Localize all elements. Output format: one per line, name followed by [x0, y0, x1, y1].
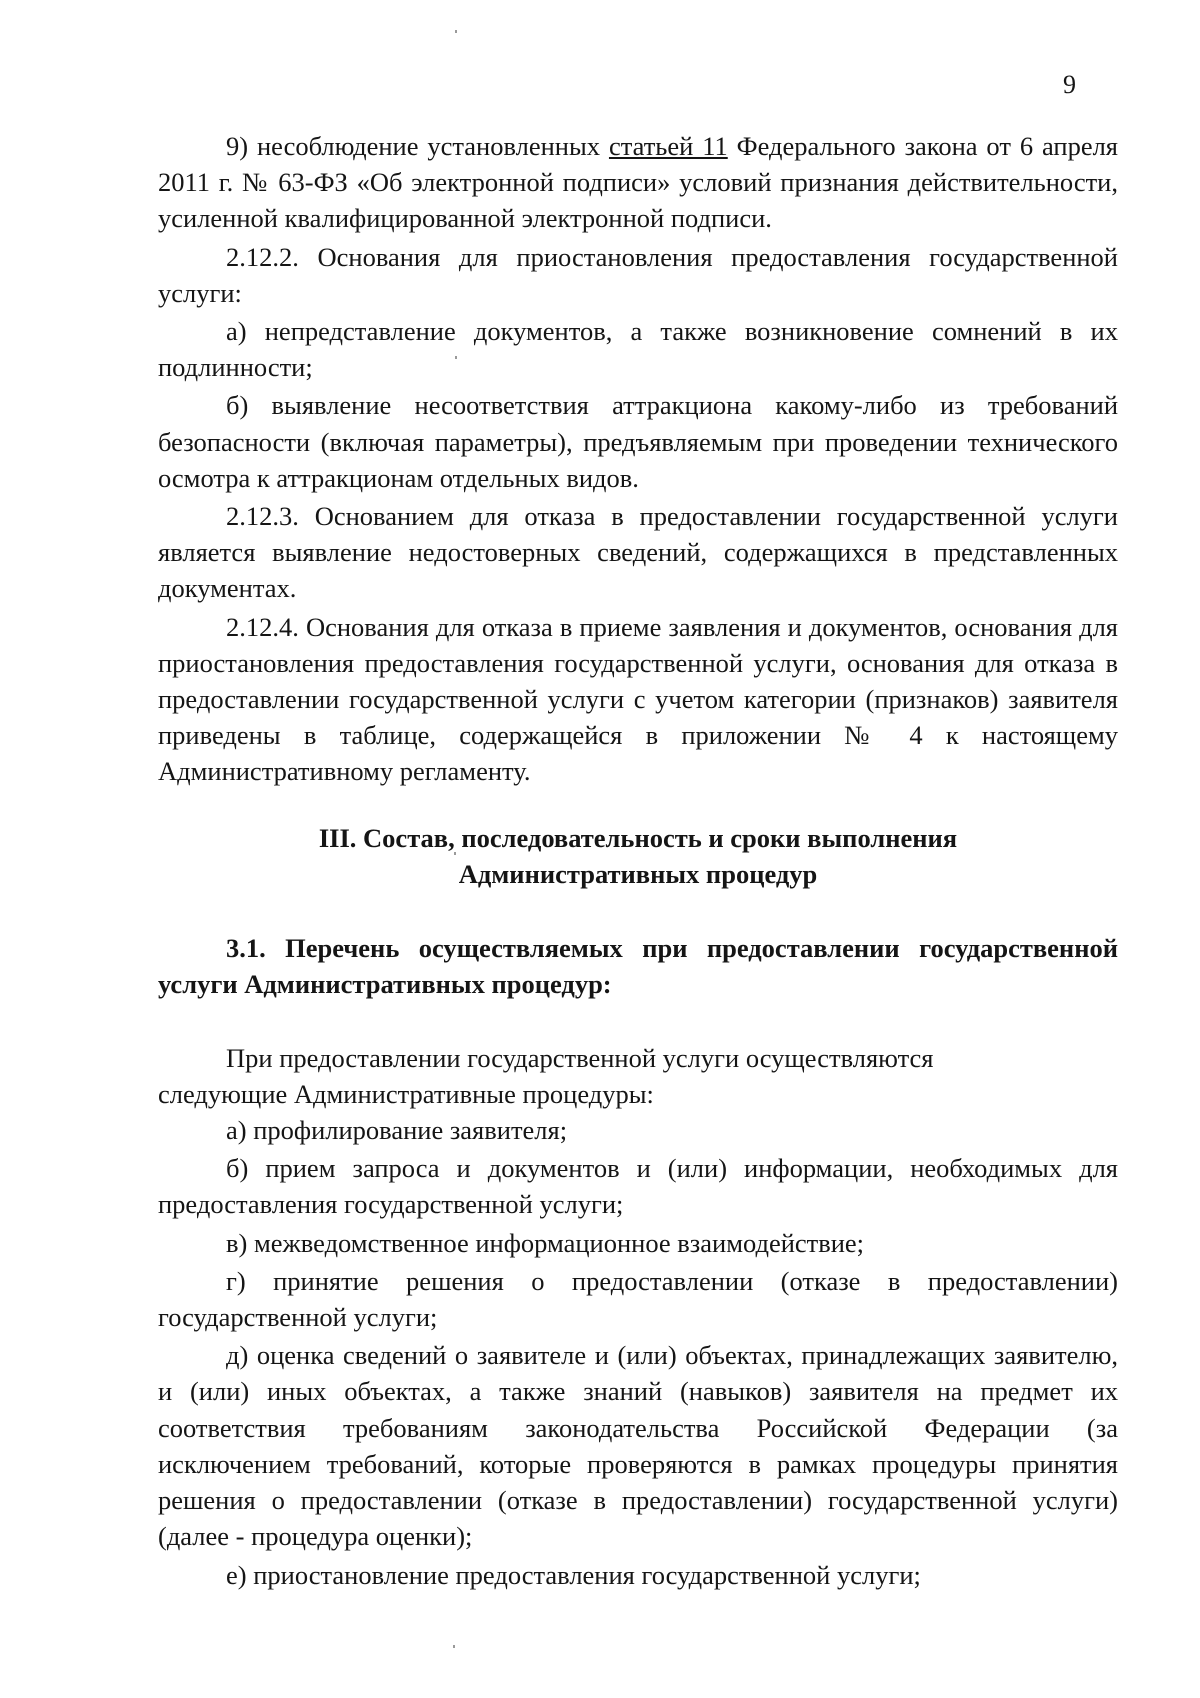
paragraph-text: 9) несоблюдение установленных	[226, 131, 609, 161]
intro-paragraph	[158, 1040, 1118, 1112]
list-item: д) оценка сведений о заявителе и (или) объектах, принадлежащих заявителю, и (или) иных объектах, а также знаний (навыков) заявителя на предмет их соответствия требованиям законодательства Российской Федерации (за исключением требований, которые проверяются в рамках процедуры принятия решения о предоставлении (отказе в предоставлении) государственной услуги) (далее - процедура оценки);	[158, 1340, 1118, 1552]
intro-line: При предоставлении государственной услуги осуществляются	[226, 1042, 934, 1073]
list-item: г) принятие решения о предоставлении (отказе в предоставлении) государственной услуги;	[158, 1265, 1118, 1333]
list-item: а) профилирование заявителя;	[226, 1115, 568, 1146]
paragraph-item-9	[158, 128, 1118, 237]
paragraph-2-12-2: 2.12.2. Основания для приостановления предоставления государственной услуги:	[158, 241, 1118, 308]
law-article-link[interactable]: статьей 11	[608, 131, 728, 161]
list-item: е) приостановление предоставления государственной услуги;	[226, 1559, 921, 1590]
paragraph-suspension-b: б) выявление несоответствия аттракциона какому-либо из требований безопасности (включая параметры), предъявляемым при проведении технического осмотра к аттракционам отдельных видов.	[158, 390, 1118, 493]
paragraph-2-12-3: 2.12.3. Основанием для отказа в предоставлении государственной услуги является выявление недостоверных сведений, содержащихся в представленных документах.	[158, 501, 1118, 604]
list-item: в) межведомственное информационное взаимодействие;	[226, 1227, 865, 1258]
intro-line: следующие Административные процедуры:	[158, 1078, 654, 1109]
paragraph-suspension-a: а) непредставление документов, а также возникновение сомнений в их подлинности;	[158, 316, 1118, 383]
document-body	[158, 128, 1118, 1593]
paragraph-text: Федерального закона от 6 апреля 2011 г. № 63-ФЗ «Об электронной подписи» условий признания действительности, усиленной квалифицированной электронной подписи.	[158, 131, 1118, 234]
list-item: б) прием запроса и документов и (или) информации, необходимых для предоставления государственной услуги;	[158, 1153, 1118, 1220]
subsection-title: 3.1. Перечень осуществляемых при предоставлении государственной услуги Административных процедур:	[158, 932, 1118, 999]
section-title-line: Административных процедур	[458, 858, 818, 889]
scan-speck	[455, 30, 457, 33]
section-title-line: III. Состав, последовательность и сроки выполнения	[318, 822, 958, 853]
section-title	[158, 820, 1118, 892]
page-number: 9	[1063, 70, 1076, 99]
scan-speck	[453, 1645, 455, 1648]
paragraph-2-12-4: 2.12.4. Основания для отказа в приеме заявления и документов, основания для приостановления предоставления государственной услуги, основания для отказа в предоставлении государственной услуги с учетом категории (признаков) заявителя приведены в таблице, содержащейся в приложении № 4 к настоящему Административному регламенту.	[158, 611, 1118, 787]
